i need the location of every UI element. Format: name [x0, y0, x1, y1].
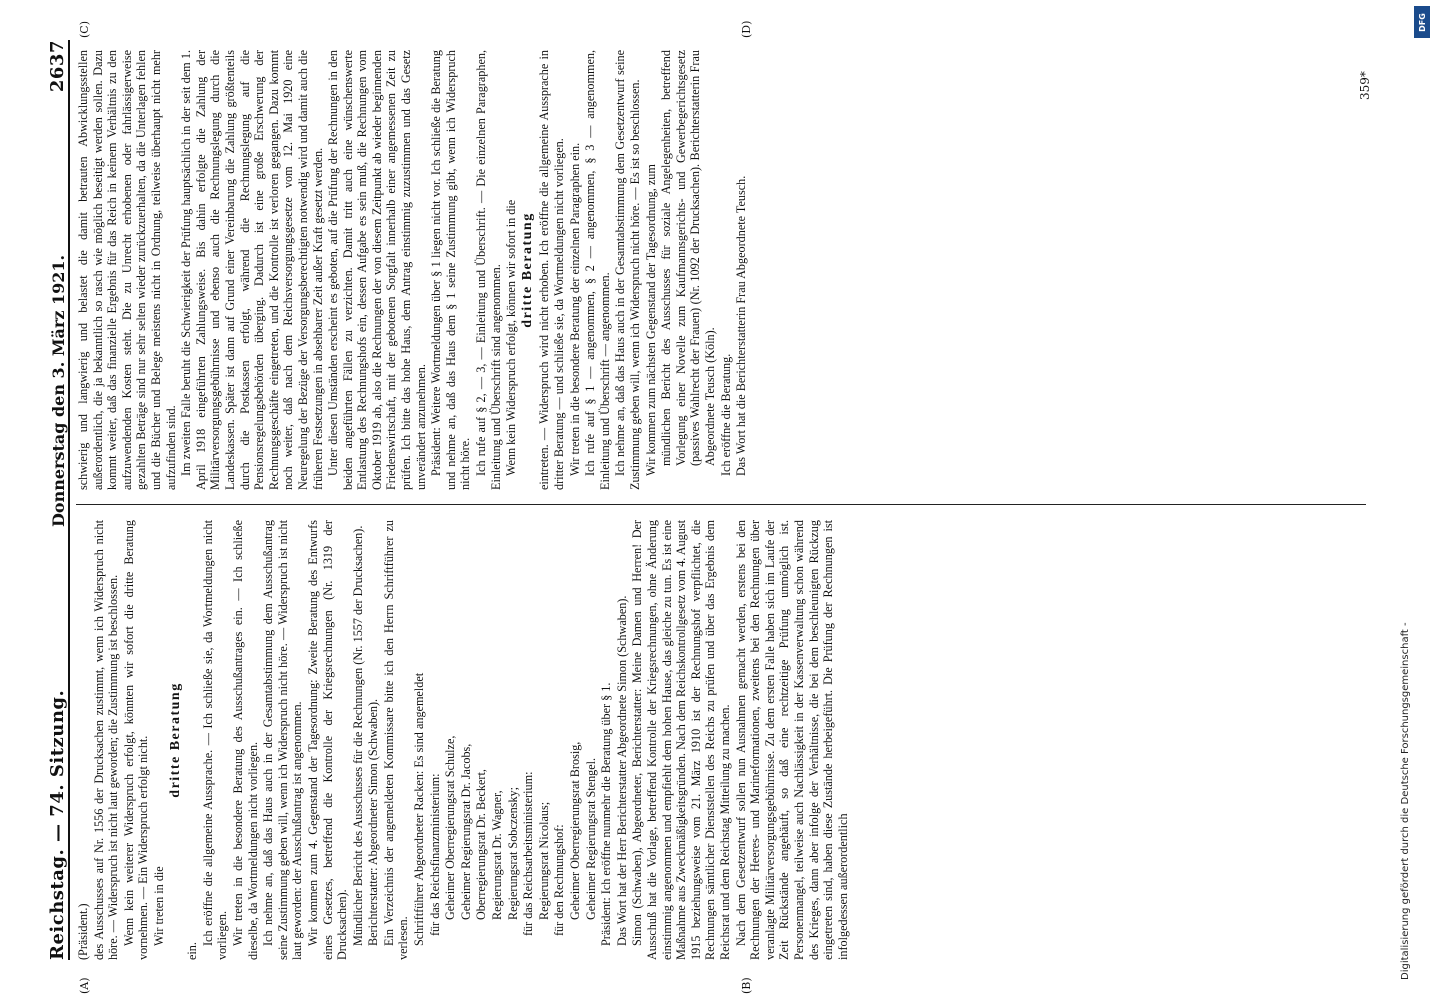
margin-marker-c: (C)	[78, 21, 91, 38]
text-paragraph: Geheimer Oberregierungsrat Schulze,	[443, 735, 458, 920]
dfg-logo-icon: DFG	[1414, 6, 1430, 38]
text-paragraph: Präsident: Ich eröffne nunmehr die Beratung über § 1.	[599, 682, 614, 946]
column-divider	[76, 504, 1366, 505]
page-number: 2637	[47, 40, 68, 93]
text-paragraph: Präsident: Weitere Wortmeldungen über § 1 liegen nicht vor. Ich schließe die Beratung und nehme an, daß das Haus dem § 1 seine Zustimmung gibt, wenn ich Widerspruch nicht höre.	[429, 50, 473, 490]
text-paragraph: Geheimer Regierungsrat Stengel.	[583, 757, 598, 920]
text-paragraph: Ich nehme an, daß das Haus auch in der Gesamtabstimmung dem Ausschußantrag seine Zustimmung geben will, wenn ich Widerspruch nicht höre. — Widerspruch ist nicht laut geworden: der Ausschußantrag ist angenommen.	[261, 520, 305, 960]
text-paragraph: Ich eröffne die allgemeine Aussprache. — Ich schließe sie, da Wortmeldungen nicht vorliegen.	[200, 520, 230, 960]
text-paragraph: für das Reichsfinanzministerium:	[427, 773, 442, 936]
text-paragraph: Wir treten in die besondere Beratung des Ausschußantrages ein. — Ich schließe dieselbe, da Wortmeldungen nicht vorliegen.	[230, 520, 260, 960]
text-paragraph: Ich rufe auf § 2, — 3, — Einleitung und Überschrift. — Die einzelnen Paragraphen, Einleitung und Überschrift sind angenommen.	[474, 50, 503, 490]
text-paragraph: Berichterstatter: Abgeordneter Simon (Schwaben).	[366, 698, 381, 946]
text-paragraph: Geheimer Oberregierungsrat Brosig,	[568, 741, 582, 920]
text-paragraph: ein.	[185, 942, 200, 960]
text-paragraph: Ich rufe auf § 1 — angenommen, § 2 — angenommen, § 3 — angenommen, Einleitung und Überschrift — angenommen.	[583, 50, 612, 490]
page-header	[40, 40, 70, 960]
text-paragraph: für das Reichsarbeitsministerium:	[521, 771, 536, 936]
text-paragraph: Unter diesen Umständen erscheint es geboten, auf die Prüfung der Rechnungen in den beiden angeführten Fällen zu verzichten. Damit tritt auch eine wünschenswerte Entlastung des Rechnungshofs ein, dessen Aufgabe es sein muß, die Rechnungen vom Oktober 1919 ab, also die Rechnungen der von diesem Zeitpunkt ab wieder beginnenden Friedenswirtschaft, mit der gebotenen Sorgfalt innerhalb einer angemessenen Zeit zu prüfen. Ich bitte das hohe Haus, dem Antrag einstimmig zuzustimmen und das Gesetz unverändert anzunehmen.	[326, 50, 428, 490]
text-paragraph: Oberregierungsrat Dr. Beckert,	[474, 769, 489, 920]
text-paragraph: für den Rechnungshof:	[552, 824, 567, 936]
margin-marker-a: (A)	[78, 977, 91, 994]
margin-marker-d: (D)	[740, 20, 753, 38]
section-heading: dritte Beratung	[519, 212, 535, 328]
text-paragraph: schwierig und langwierig und belastet die damit betrauten Abwicklungsstellen außerordentlich, die ja bekanntlich so rasch wie möglich beseitigt werden sollen. Dazu kommt weiter, daß das finanzielle Ergebnis für das Reich in keinem Verhältnis zu den aufzuwendenden Kosten steht. Die zu Unrecht erhobenen oder fahrlässigerweise gezahlten Beträge sind nur sehr selten wieder zurückzuerhalten, da die Unterlagen fehlen und die Bücher und Belege meistens nicht in Ordnung, teilweise überhaupt nicht mehr aufzufinden sind.	[76, 50, 178, 490]
text-paragraph: Das Wort hat der Herr Berichterstatter Abgeordnete Simon (Schwaben).	[614, 595, 629, 946]
digitization-notice: Digitalisierung gefördert durch die Deutsche Forschungsgemeinschaft -	[1400, 622, 1411, 980]
text-paragraph: eintreten. — Widerspruch wird nicht erhoben. Ich eröffne die allgemeine Aussprache in dritter Beratung — und schließe sie, da Wortmeldungen nicht vorliegen.	[537, 50, 566, 490]
text-paragraph: Wir treten in die	[151, 866, 166, 946]
text-paragraph: Im zweiten Falle beruht die Schwierigkeit der Prüfung hauptsächlich in der seit dem 1. April 1918 eingeführten Zahlungsweise. Bis dahin erfolgte die Zahlung der Militärversorgungsgebührnisse und ebenso auch die Rechnungslegung durch die Landeskassen. Später ist dann auf Grund einer Vereinbarung die Zahlung größtenteils durch die Postkassen erfolgt, während die Rechnungslegung auf die Pensionsregelungsbehörden überging. Dadurch ist eine große Erschwerung der Rechnungsgeschäfte eingetreten, und die Kontrolle ist verloren gegangen. Dazu kommt noch weiter, daß nach dem Reichsversorgungsgesetze vom 12. Mai 1920 eine Neuregelung der Bezüge der Versorgungsberechtigten notwendig wird und damit auch die früheren Festsetzungen in absehbarer Zeit außer Kraft gesetzt werden.	[179, 50, 325, 490]
text-paragraph: Wir treten in die besondere Beratung der einzelnen Paragraphen ein.	[567, 142, 582, 476]
text-paragraph: mündlichen Bericht des Ausschusses für soziale Angelegenheiten, betreffend Vorlegung einer Novelle zum Kaufmannsgerichts- und Gewerbegerichtsgesetz (passives Wahlrecht der Frauen) (Nr. 1092 der Drucksachen). Berichterstatterin Frau Abgeordnete Teusch (Köln).	[659, 50, 717, 466]
text-paragraph: Regierungsrat Dr. Wagner,	[490, 790, 505, 920]
text-paragraph: des Ausschusses auf Nr. 1556 der Drucksachen zustimmt, wenn ich Widerspruch nicht höre. — Widerspruch ist nicht laut geworden; die Zustimmung ist beschlossen.	[91, 520, 121, 960]
text-paragraph: Wir kommen zum 4. Gegenstand der Tagesordnung: Zweite Beratung des Entwurfs eines Gesetzes, betreffend die Kontrolle der Kriegsrechnungen (Nr. 1319 der Drucksachen).	[305, 520, 350, 960]
right-column	[76, 50, 750, 490]
header-date: Donnerstag den 3. März 1921.	[49, 254, 68, 527]
margin-marker-b: (B)	[740, 977, 753, 994]
text-paragraph: Wir kommen zum nächsten Gegenstand der Tagesordnung, zum	[643, 164, 658, 476]
text-paragraph: Wenn kein weiterer Widerspruch erfolgt, könnten wir sofort die dritte Beratung vornehmen. — Ein Widerspruch erfolgt nicht.	[121, 520, 151, 960]
text-paragraph: Geheimer Regierungsrat Dr. Jacobs,	[458, 743, 473, 920]
left-column	[76, 520, 851, 960]
text-paragraph: Simon (Schwaben), Abgeordneter, Berichterstatter: Meine Damen und Herren! Der Ausschuß hat die Vorlage, betreffend Kontrolle der Kriegsrechnungen, ohne Änderung einstimmig angenommen und empfiehlt dem hohen Hause, das gleiche zu tun. Es ist eine Maßnahme aus Zweckmäßigkeitsgründen. Nach dem Reichskontrollgesetz vom 4. August 1915 beziehungsweise vom 21. März 1910 ist der Rechnungshof verpflichtet, die Rechnungen sämtlicher Dienststellen des Reichs zu prüfen und über das Ergebnis dem Reichsrat und dem Reichstag Mitteilung zu machen.	[630, 520, 732, 960]
text-paragraph: Regierungsrat Sobczensky;	[505, 786, 520, 920]
section-heading: dritte Beratung	[167, 682, 183, 798]
header-left: Reichstag. — 74. Sitzung.	[47, 689, 68, 960]
text-paragraph: Ich eröffne die Beratung.	[718, 353, 733, 476]
text-paragraph: Schriftführer Abgeordneter Racken: Es sind angemeldet	[412, 672, 427, 946]
text-paragraph: Wenn kein Widerspruch erfolgt, können wir sofort in die	[504, 199, 519, 476]
footer-number: 359*	[1358, 71, 1372, 100]
text-paragraph: Das Wort hat die Berichterstatterin Frau Abgeordnete Teusch.	[734, 175, 749, 476]
text-paragraph: Ich nehme an, daß das Haus auch in der Gesamtabstimmung dem Gesetzentwurf seine Zustimmung geben will, wenn ich Widerspruch nicht höre. — Es ist so beschlossen.	[613, 50, 642, 490]
rotated-newspaper-page	[40, 20, 1380, 994]
text-paragraph: Regierungsrat Nicolaus;	[536, 801, 551, 920]
text-paragraph: Mündlicher Bericht des Ausschusses für die Rechnungen (Nr. 1557 der Drucksachen).	[350, 525, 365, 946]
text-paragraph: Nach dem Gesetzentwurf sollen nun Ausnahmen gemacht werden, erstens bei den Rechnungen der Heeres- und Marineformationen, zweitens bei den Rechnungen über veranlagte Militärversorgungsgebührnisse. Zu dem ersten Falle haben sich im Laufe der Zeit Rückstände angehäuft, so daß eine rechtzeitige Prüfung unmöglich ist. Personenmangel, teilweise auch Nachlässigkeit in der Kassenverwaltung schon während des Krieges, dann aber infolge der Verhältnisse, die bei dem beschleunigten Rückzug eingetreten sind, haben diese Zustände herbeigeführt. Die Prüfung der Rechnungen ist infolgedessen außerordentlich	[733, 520, 850, 960]
text-paragraph: (Präsident.)	[76, 903, 90, 960]
text-paragraph: Ein Verzeichnis der angemeldeten Kommissare bitte ich den Herrn Schriftführer zu verlesen.	[381, 520, 411, 960]
